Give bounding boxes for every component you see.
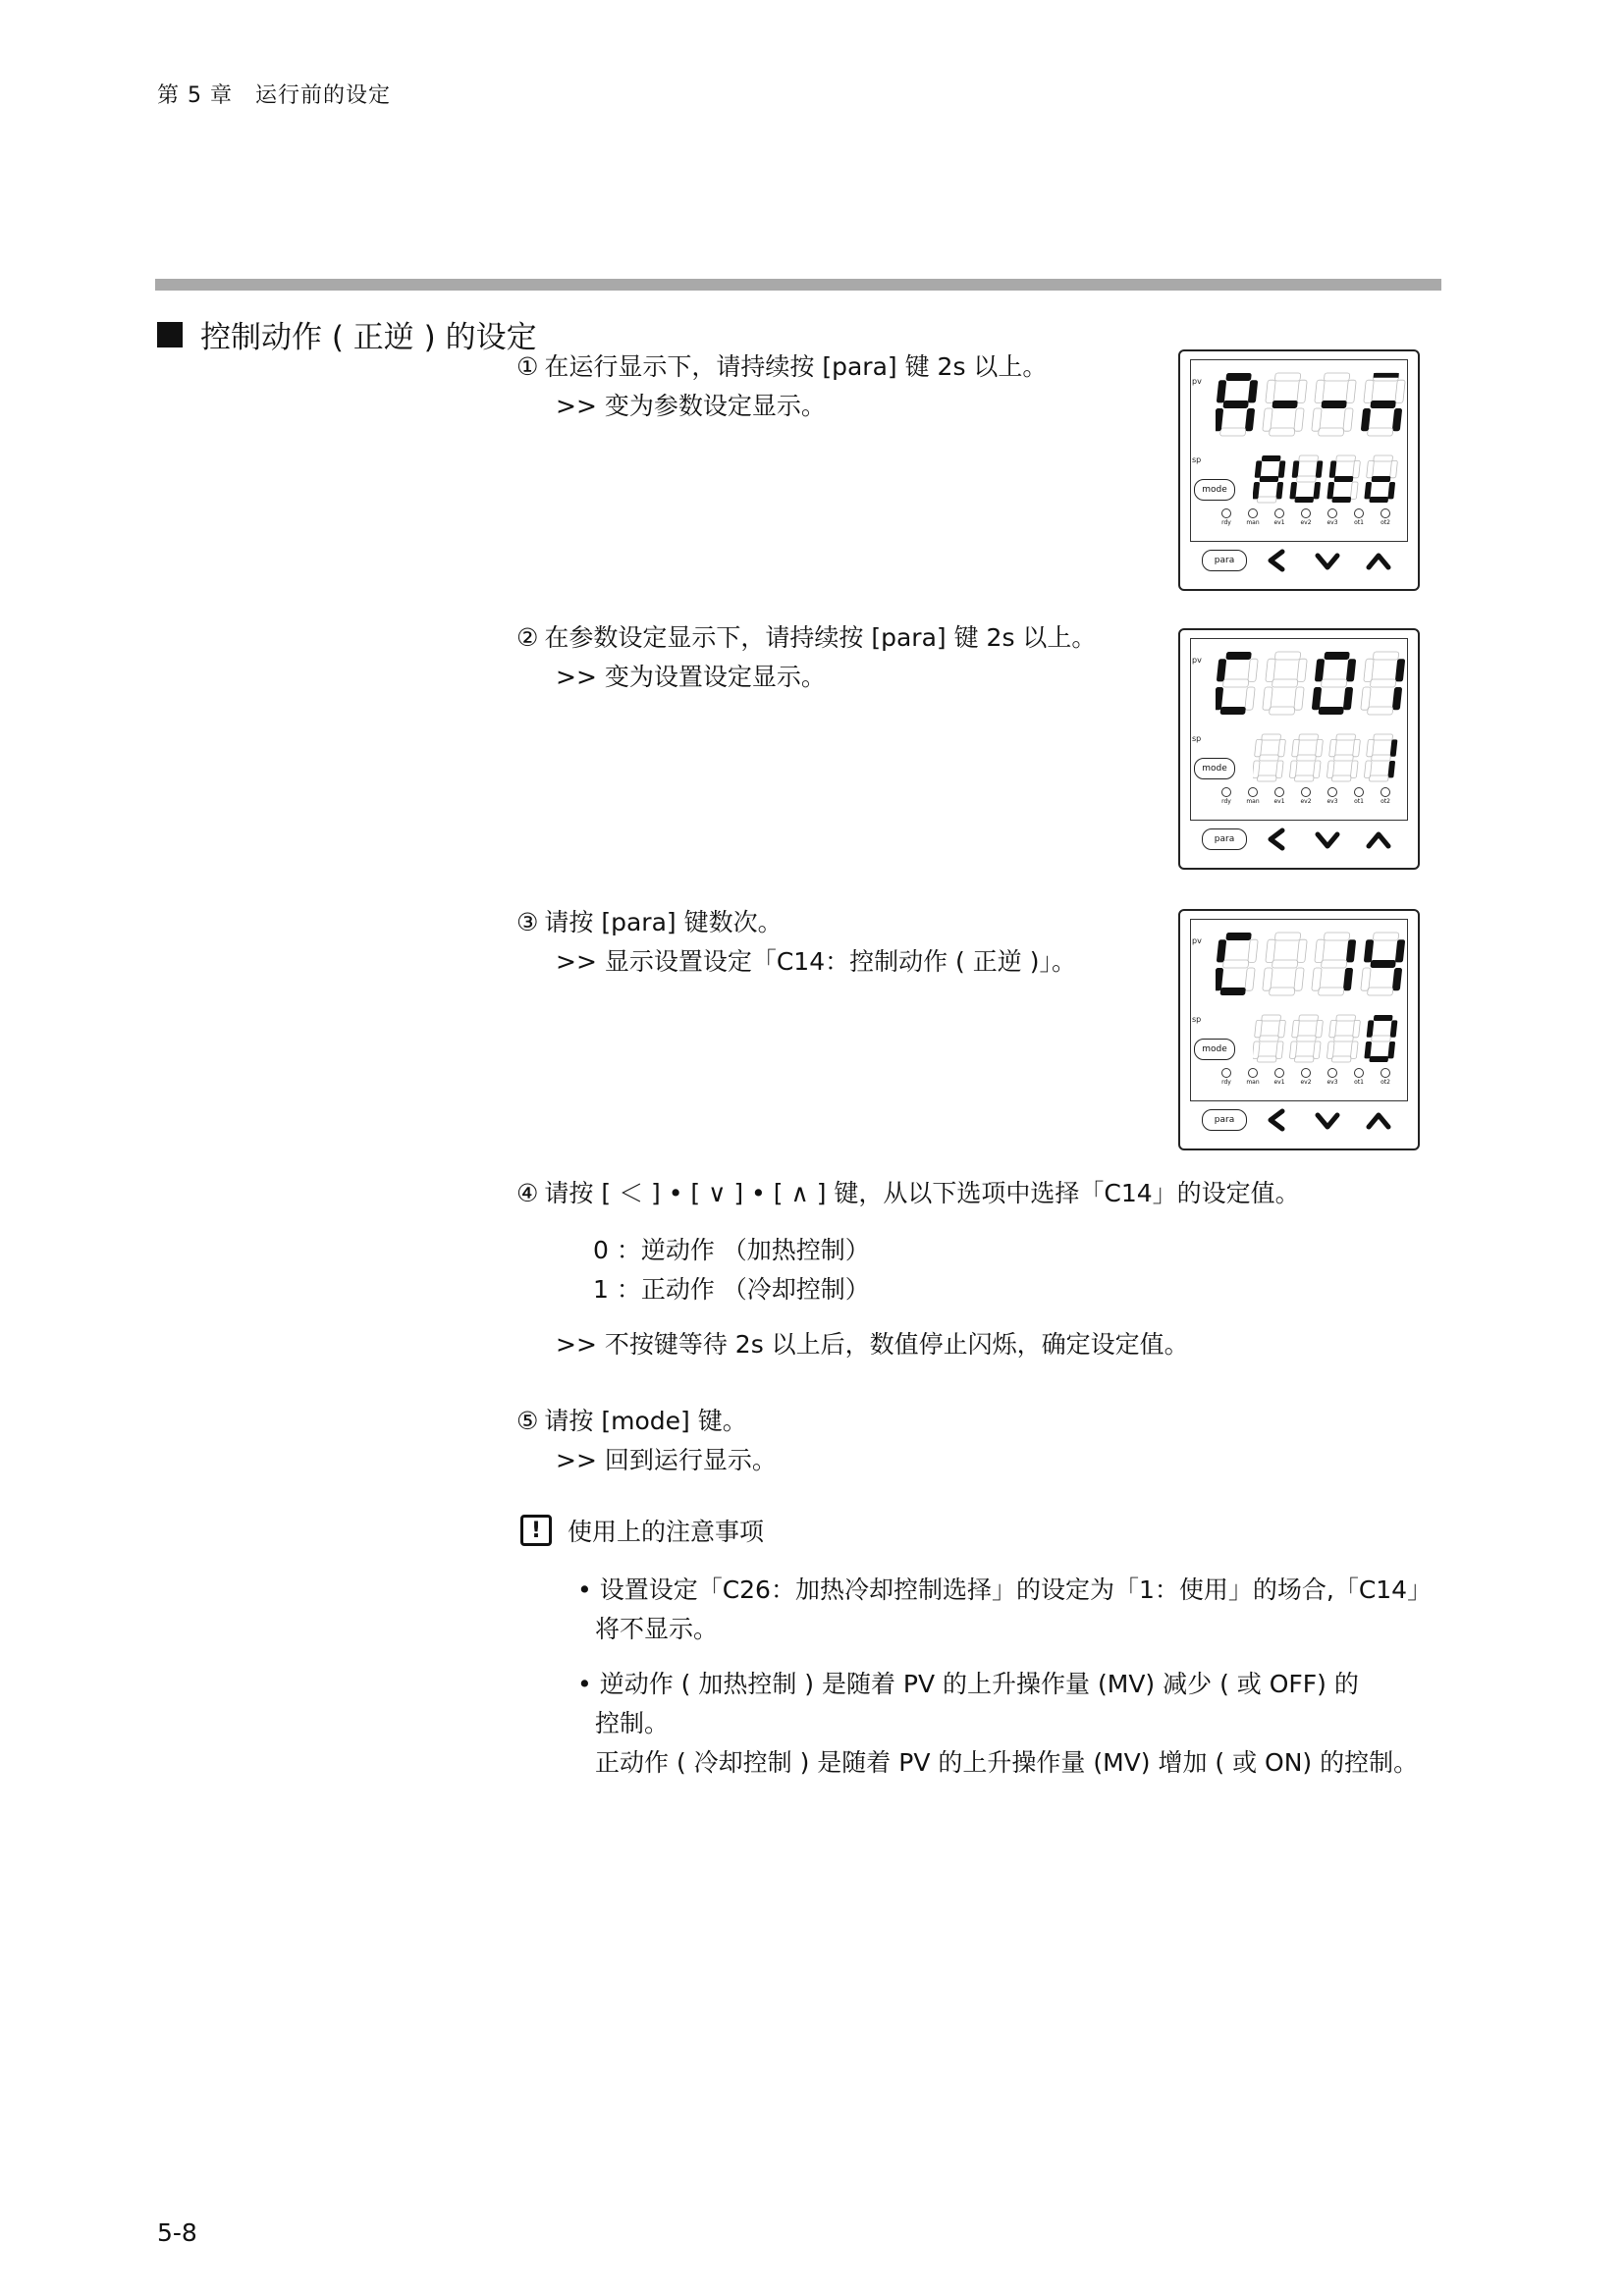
led-label: ev2 [1300,1079,1312,1086]
led-label: ot2 [1380,519,1390,526]
led-indicator-icon [1327,787,1337,797]
led-ev3 [1320,508,1345,526]
digit-U [1289,455,1324,503]
digit-0 [1364,1015,1398,1062]
digit-blank [1289,1015,1324,1062]
status-leds [1214,508,1410,532]
digit-blank [1262,652,1308,715]
led-indicator-icon [1380,787,1390,797]
led-ot2 [1373,1068,1398,1086]
led-indicator-icon [1248,787,1258,797]
led-ev2 [1293,787,1319,805]
digit-t [1326,455,1361,503]
caution-bullet-1-line-2: 将不显示。 [595,1615,719,1643]
caution-heading [520,1513,764,1548]
led-indicator-icon [1274,1068,1284,1078]
para-button[interactable]: para [1202,828,1247,850]
led-indicator-icon [1274,508,1284,518]
led-rdy [1214,508,1239,526]
led-label: ot1 [1354,1079,1364,1086]
led-indicator-icon [1354,508,1364,518]
digit-1 [1364,734,1398,781]
led-ot1 [1346,1068,1372,1086]
caution-icon: ! [520,1515,552,1546]
seven-segment-display [1253,454,1404,505]
step-number: ① [516,352,539,381]
led-indicator-icon [1274,787,1284,797]
status-leds [1214,787,1410,811]
step-5 [516,1402,747,1441]
led-indicator-icon [1327,508,1337,518]
digit-blank [1289,734,1324,781]
section-title-text: 控制动作 ( 正逆 ) 的设定 [200,320,537,355]
digit-blank [1326,1015,1361,1062]
para-button[interactable]: para [1202,550,1247,571]
led-man [1240,1068,1266,1086]
caution-bullet-2-line-1: • 逆动作 ( 加热控制 ) 是随着 PV 的上升操作量 (MV) 减少 ( 或 OFF) 的 [577,1670,1359,1698]
sp-display [1253,732,1408,785]
controller-panel [1178,628,1420,870]
step-3 [516,903,783,942]
digit-- [1262,373,1308,436]
led-label: ev2 [1300,519,1312,526]
step-5-result: >> 回到运行显示。 [556,1446,777,1474]
caution-title: 使用上的注意事项 [568,1518,765,1546]
pv-display [1216,371,1408,442]
mode-button[interactable]: mode [1194,758,1235,779]
caution-bullet-2-line-3: 正动作 ( 冷却控制 ) 是随着 PV 的上升操作量 (MV) 增加 ( 或 ON) 的控制。 [595,1748,1419,1777]
led-label: ev1 [1273,519,1285,526]
controller-panel [1178,349,1420,591]
led-indicator-icon [1327,1068,1337,1078]
caution-bullet-2-line-2: 控制。 [595,1709,670,1737]
led-label: ev1 [1273,798,1285,805]
led-label: ot1 [1354,519,1364,526]
led-label: man [1246,798,1260,805]
step-2-result: >> 变为设置设定显示。 [556,663,826,691]
down-arrow-icon[interactable] [1314,827,1341,852]
led-ev1 [1267,508,1292,526]
caution-bullet-1-line-1: • 设置设定「C26：加热冷却控制选择」的设定为「1：使用」的场合,「C14」 [577,1575,1433,1604]
digit-1 [1311,933,1357,995]
sp-display [1253,454,1408,507]
section-bullet-icon [157,322,183,347]
led-label: rdy [1221,798,1231,805]
digit-C [1216,652,1259,715]
led-indicator-icon [1301,508,1311,518]
step-1-result: >> 变为参数设定显示。 [556,392,826,420]
led-label: ev2 [1300,798,1312,805]
step-text: 请按 [mode] 键。 [544,1407,747,1435]
pv-label: pv [1192,936,1202,945]
step-number: ② [516,623,539,652]
digit-- [1311,373,1357,436]
led-indicator-icon [1221,508,1231,518]
led-ev2 [1293,508,1319,526]
down-arrow-icon[interactable] [1314,1107,1341,1133]
led-rdy [1214,787,1239,805]
led-ev1 [1267,787,1292,805]
led-label: man [1246,519,1260,526]
pv-label: pv [1192,656,1202,665]
sp-label: sp [1192,455,1202,464]
step-text: 请按 [para] 键数次。 [544,908,783,936]
digit-o [1364,455,1398,503]
led-label: man [1246,1079,1260,1086]
led-label: rdy [1221,1079,1231,1086]
digit-4 [1360,933,1406,995]
led-label: ot2 [1380,1079,1390,1086]
led-indicator-icon [1354,787,1364,797]
led-indicator-icon [1301,787,1311,797]
led-label: ev3 [1326,1079,1338,1086]
up-arrow-icon[interactable] [1365,1107,1392,1133]
step-3-result: >> 显示设置设定「C14：控制动作 ( 正逆 )」。 [556,947,1076,976]
led-indicator-icon [1221,787,1231,797]
step-number: ③ [516,908,539,936]
pv-display [1216,931,1408,1001]
mode-button[interactable]: mode [1194,479,1235,501]
para-button[interactable]: para [1202,1109,1247,1131]
step-text: 请按 [ ＜ ] • [ ∨ ] • [ ∧ ] 键，从以下选项中选择「C14」的设定值。 [544,1179,1300,1207]
seven-segment-display [1216,371,1412,438]
option-0: 0 ：逆动作 （加热控制） [593,1236,870,1264]
up-arrow-icon[interactable] [1365,827,1392,852]
led-ev1 [1267,1068,1292,1086]
led-ot2 [1373,508,1398,526]
step-4 [516,1174,1300,1213]
digit-blank [1253,1015,1286,1062]
seven-segment-display [1216,650,1412,717]
digit-0 [1311,652,1357,715]
digit-blank [1262,933,1308,995]
led-indicator-icon [1248,1068,1258,1078]
led-ot1 [1346,508,1372,526]
section-rule [155,279,1441,291]
sp-label: sp [1192,1015,1202,1024]
pv-label: pv [1192,377,1202,386]
digit-1 [1360,652,1406,715]
digit-A [1216,373,1259,436]
led-indicator-icon [1354,1068,1364,1078]
led-indicator-icon [1380,508,1390,518]
led-indicator-icon [1221,1068,1231,1078]
left-arrow-icon[interactable] [1263,1107,1290,1133]
left-arrow-icon[interactable] [1263,548,1290,573]
led-ev2 [1293,1068,1319,1086]
option-1: 1 ：正动作 （冷却控制） [593,1275,870,1304]
step-number: ⑤ [516,1407,539,1435]
led-indicator-icon [1301,1068,1311,1078]
led-man [1240,787,1266,805]
status-leds [1214,1068,1410,1092]
led-ot1 [1346,787,1372,805]
led-ev3 [1320,1068,1345,1086]
led-label: ev3 [1326,519,1338,526]
sp-display [1253,1013,1408,1066]
led-ev3 [1320,787,1345,805]
step-1 [516,347,1047,387]
digit-blank [1253,734,1286,781]
down-arrow-icon[interactable] [1314,548,1341,573]
led-label: ot1 [1354,798,1364,805]
step-number: ④ [516,1179,539,1207]
digit-A [1253,455,1286,503]
led-label: ot2 [1380,798,1390,805]
led-label: ev1 [1273,1079,1285,1086]
step-text: 在运行显示下，请持续按 [para] 键 2s 以上。 [544,352,1048,381]
chapter-header: 第 5 章 运行前的设定 [157,83,391,108]
controller-panel [1178,909,1420,1150]
digit-blank [1326,734,1361,781]
led-label: rdy [1221,519,1231,526]
led-indicator-icon [1380,1068,1390,1078]
digit-n [1360,373,1406,436]
left-arrow-icon[interactable] [1263,827,1290,852]
led-man [1240,508,1266,526]
page-number: 5-8 [157,2218,197,2247]
led-label: ev3 [1326,798,1338,805]
led-rdy [1214,1068,1239,1086]
sp-label: sp [1192,734,1202,743]
section-title [157,312,537,356]
step-4-result: >> 不按键等待 2s 以上后，数值停止闪烁，确定设定值。 [556,1330,1189,1359]
seven-segment-display [1253,732,1404,783]
led-ot2 [1373,787,1398,805]
mode-button[interactable]: mode [1194,1039,1235,1060]
pv-display [1216,650,1408,721]
up-arrow-icon[interactable] [1365,548,1392,573]
step-text: 在参数设定显示下，请持续按 [para] 键 2s 以上。 [544,623,1097,652]
seven-segment-display [1253,1013,1404,1064]
step-2 [516,618,1096,658]
digit-C [1216,933,1259,995]
seven-segment-display [1216,931,1412,997]
led-indicator-icon [1248,508,1258,518]
